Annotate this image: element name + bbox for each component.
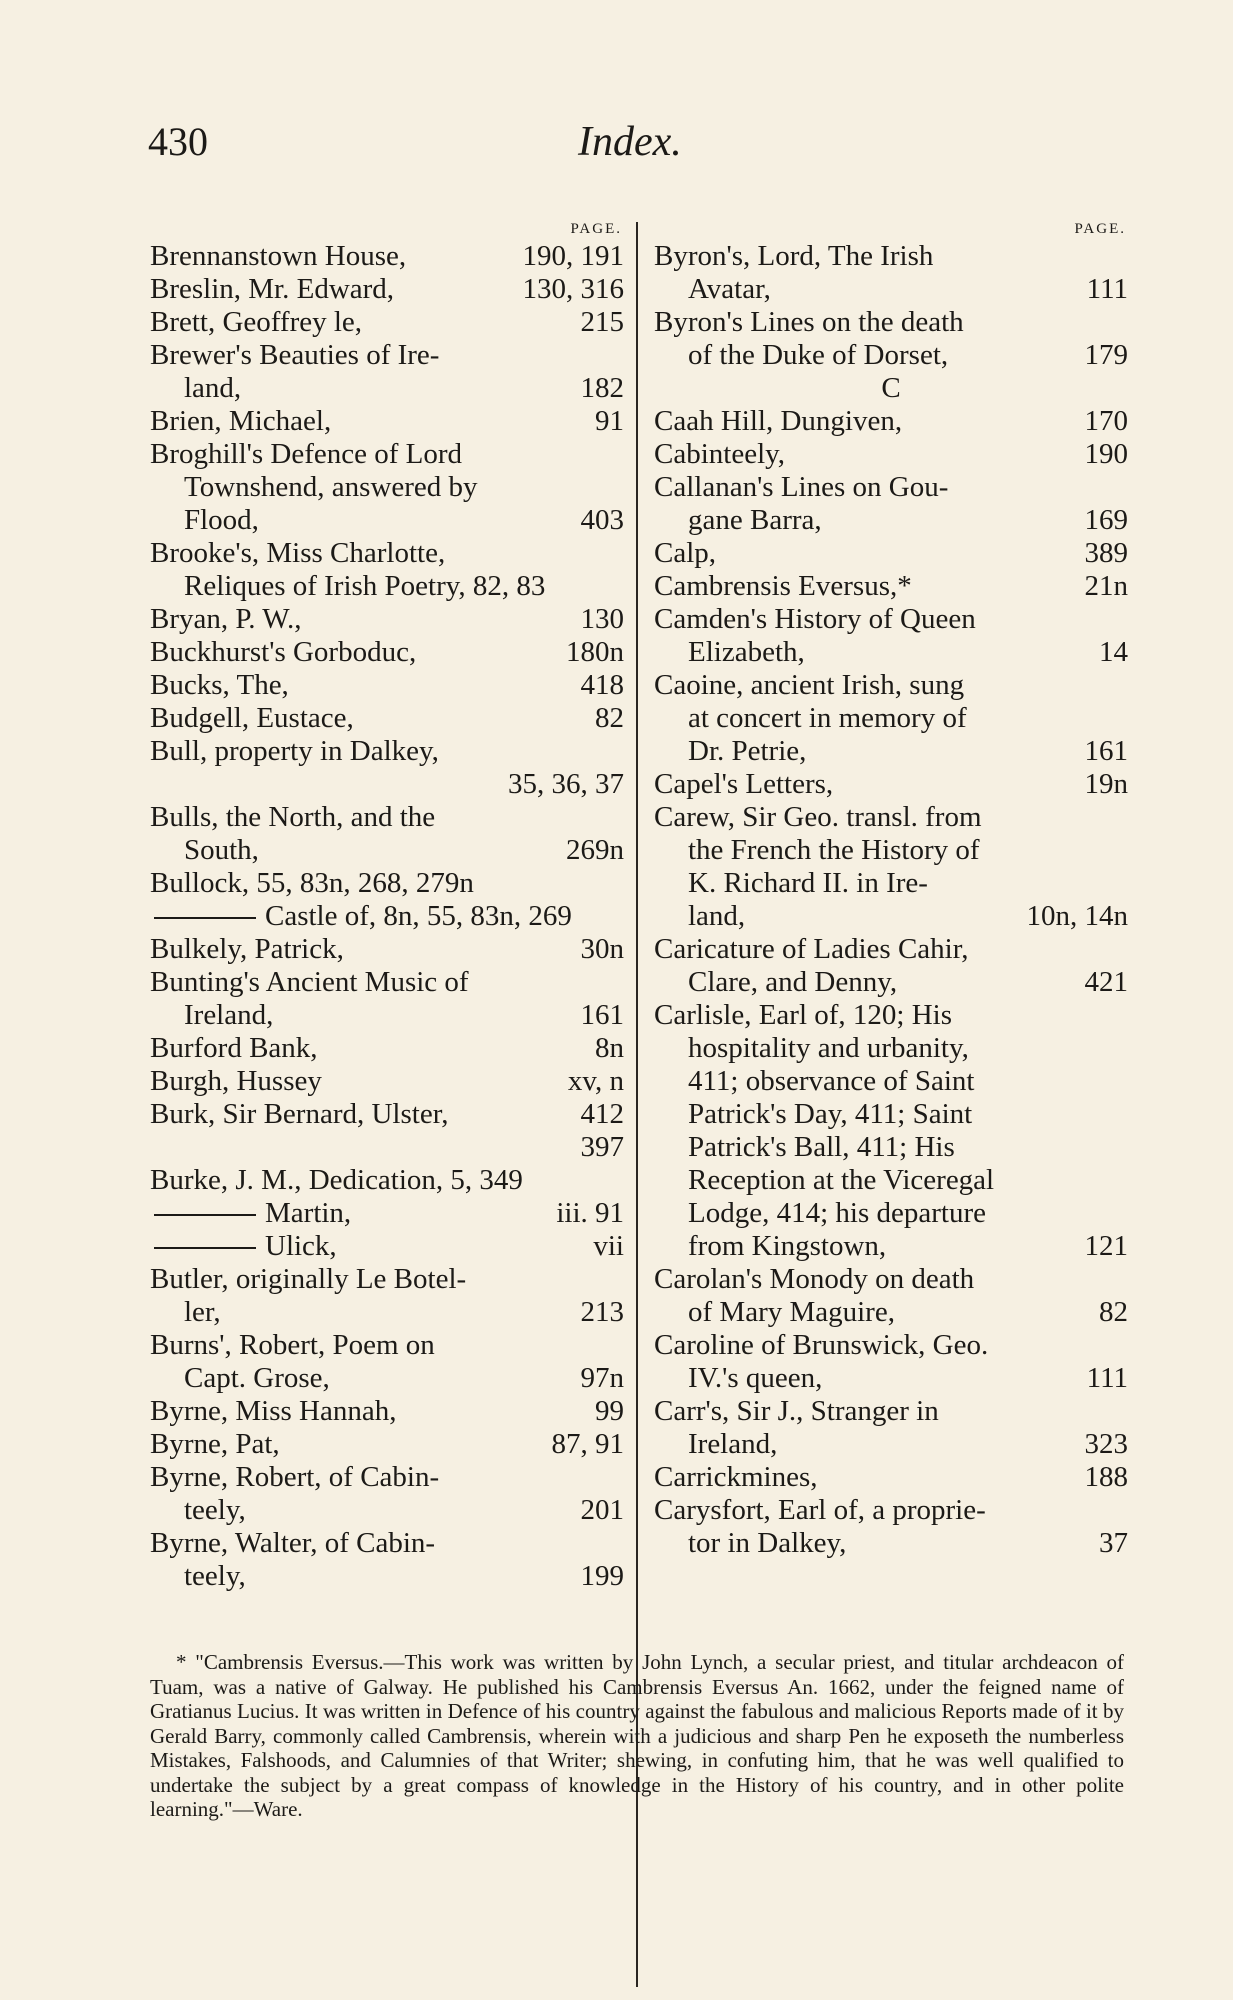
entry-text: the French the History of (688, 834, 980, 866)
entry-text: Ireland, (688, 1428, 778, 1460)
entry-text: South, (184, 834, 259, 866)
entry-text: 411; observance of Saint (688, 1065, 975, 1097)
index-entry-line (150, 801, 624, 834)
index-entry-line (150, 999, 624, 1032)
index-entry-line (654, 603, 1128, 636)
entry-text: Caoine, ancient Irish, sung (654, 669, 965, 701)
index-entry-line (654, 900, 1128, 933)
index-entry-line (654, 867, 1128, 900)
index-entry-line (654, 768, 1128, 801)
index-entry-line (654, 306, 1128, 339)
index-entry-line (654, 504, 1128, 537)
index-entry-line (654, 735, 1128, 768)
entry-text: gane Barra, (688, 504, 822, 536)
ditto-dash (154, 917, 256, 919)
index-entry-line (654, 1362, 1128, 1395)
entry-text: K. Richard II. in Ire- (688, 867, 928, 899)
index-entry-line (654, 1494, 1128, 1527)
index-entry-line (654, 438, 1128, 471)
index-entry-line (654, 273, 1128, 306)
entry-text: Broghill's Defence of Lord (150, 438, 463, 470)
index-entry-line (150, 735, 624, 768)
page-reference: 99 (595, 1395, 624, 1427)
page-reference: 179 (1084, 339, 1128, 371)
entry-text: Brett, Geoffrey le, (150, 306, 363, 338)
index-entry-line (654, 240, 1128, 273)
entry-text: Carrickmines, (654, 1461, 818, 1493)
index-entry-line (150, 1560, 624, 1593)
entry-text: teely, (184, 1560, 246, 1592)
entry-text: Byrne, Miss Hannah, (150, 1395, 397, 1427)
index-entry-line (654, 1296, 1128, 1329)
entry-text: teely, (184, 1494, 246, 1526)
page-reference: 201 (580, 1494, 624, 1526)
entry-text: Carysfort, Earl of, a proprie- (654, 1494, 986, 1526)
index-entry-line (654, 1263, 1128, 1296)
index-column-left (150, 218, 624, 1593)
page-reference: 418 (580, 669, 624, 701)
entry-text: Elizabeth, (688, 636, 805, 668)
entry-text: Flood, (184, 504, 259, 536)
page-reference: 82 (595, 702, 624, 734)
entry-text: Breslin, Mr. Edward, (150, 273, 395, 305)
entry-text: Byrne, Walter, of Cabin- (150, 1527, 436, 1559)
index-entry-line (150, 405, 624, 438)
entry-text: Caricature of Ladies Cahir, (654, 933, 969, 965)
index-entry-line (150, 1263, 624, 1296)
index-entry-line (654, 966, 1128, 999)
page-reference: 111 (1086, 1362, 1128, 1394)
index-entry-line (150, 240, 624, 273)
page-reference: 87, 91 (551, 1428, 624, 1460)
index-entry-line (654, 1164, 1128, 1197)
page-reference: iii. 91 (556, 1197, 624, 1229)
entry-text: Ireland, (184, 999, 274, 1031)
page-reference: 14 (1099, 636, 1128, 668)
entry-text: Bullock, 55, 83n, 268, 279n (150, 867, 474, 899)
index-entry-line (150, 1032, 624, 1065)
entry-text: Camden's History of Queen (654, 603, 976, 635)
index-entry-line (654, 1230, 1128, 1263)
index-entry-line (150, 1197, 624, 1230)
index-entry-line (150, 636, 624, 669)
page-reference: 35, 36, 37 (508, 768, 624, 800)
page-reference: 213 (580, 1296, 624, 1328)
index-entry-line (150, 1131, 624, 1164)
index-entry-line (654, 537, 1128, 570)
entry-text: Cabinteely, (654, 438, 785, 470)
page-reference: 389 (1084, 537, 1128, 569)
page-reference: 169 (1084, 504, 1128, 536)
page-reference: 130 (580, 603, 624, 635)
ditto-dash (154, 1214, 256, 1216)
entry-text: Carolan's Monody on death (654, 1263, 975, 1295)
entry-text: Caroline of Brunswick, Geo. (654, 1329, 989, 1361)
entry-text: Reliques of Irish Poetry, 82, 83 (184, 570, 546, 602)
index-entry-line (150, 669, 624, 702)
index-entry-line (654, 669, 1128, 702)
page-reference: 19n (1084, 768, 1128, 800)
page-column-label: PAGE. (570, 221, 622, 237)
entry-text: Capel's Letters, (654, 768, 834, 800)
page-reference: xv, n (567, 1065, 624, 1097)
index-entry-line (654, 570, 1128, 603)
index-entry-line (150, 504, 624, 537)
entry-text: Castle of, 8n, 55, 83n, 269 (265, 900, 572, 932)
index-entry-line (654, 1197, 1128, 1230)
entry-text: Martin, (265, 1197, 352, 1229)
index-entry-line (150, 339, 624, 372)
index-entry-line (654, 405, 1128, 438)
entry-text: Byrne, Robert, of Cabin- (150, 1461, 440, 1493)
index-entry-line (150, 438, 624, 471)
index-entry-line (654, 1098, 1128, 1131)
index-entry-line (150, 1329, 624, 1362)
entry-text: Dr. Petrie, (688, 735, 807, 767)
index-entry-line (150, 1395, 624, 1428)
index-entry-line (150, 867, 624, 900)
index-entry-line (150, 1461, 624, 1494)
index-column-right (654, 218, 1128, 1560)
index-entry-line (654, 1065, 1128, 1098)
entry-text: Calp, (654, 537, 717, 569)
entry-text: of Mary Maguire, (688, 1296, 895, 1328)
index-entry-line (150, 273, 624, 306)
page-reference: 10n, 14n (1026, 900, 1128, 932)
entry-text: Byron's, Lord, The Irish (654, 240, 934, 272)
index-entry-line (654, 1395, 1128, 1428)
index-entry-line (150, 1494, 624, 1527)
entry-text: at concert in memory of (688, 702, 967, 734)
entry-text: Byron's Lines on the death (654, 306, 964, 338)
page-reference: 199 (580, 1560, 624, 1592)
entry-text: Bucks, The, (150, 669, 289, 701)
index-entry-line (654, 471, 1128, 504)
page-reference: 30n (580, 933, 624, 965)
index-entry-line (654, 702, 1128, 735)
entry-text: Brooke's, Miss Charlotte, (150, 537, 446, 569)
index-entry-line (150, 768, 624, 801)
entry-text: of the Duke of Dorset, (688, 339, 949, 371)
ditto-dash (154, 1247, 256, 1249)
page-reference: vii (593, 1230, 624, 1262)
footnote (150, 1650, 1124, 1822)
entry-text: Brewer's Beauties of Ire- (150, 339, 440, 371)
entry-text: Brien, Michael, (150, 405, 332, 437)
index-entry-line (654, 1131, 1128, 1164)
page-reference: 215 (580, 306, 624, 338)
page-reference: 91 (595, 405, 624, 437)
page-reference: 190 (1084, 438, 1128, 470)
entry-text: land, (688, 900, 746, 932)
entry-text: from Kingstown, (688, 1230, 887, 1262)
index-entry-line (654, 636, 1128, 669)
entry-text: Bunting's Ancient Music of (150, 966, 469, 998)
entry-text: Avatar, (688, 273, 771, 305)
page-reference: 121 (1084, 1230, 1128, 1262)
entry-text: Butler, originally Le Botel- (150, 1263, 467, 1295)
entry-text: Capt. Grose, (184, 1362, 330, 1394)
index-entry-line (150, 1098, 624, 1131)
index-entry-line (654, 801, 1128, 834)
entry-text: Burk, Sir Bernard, Ulster, (150, 1098, 449, 1130)
entry-text: Patrick's Day, 411; Saint (688, 1098, 973, 1130)
entry-text: Caah Hill, Dungiven, (654, 405, 903, 437)
index-entry-line (150, 1362, 624, 1395)
page-reference: 130, 316 (522, 273, 624, 305)
index-entry-line (150, 966, 624, 999)
entry-text: Reception at the Viceregal (688, 1164, 995, 1196)
page-reference: 111 (1086, 273, 1128, 305)
index-entry-line (150, 702, 624, 735)
entry-text: Burns', Robert, Poem on (150, 1329, 435, 1361)
index-entry-line (654, 933, 1128, 966)
entry-text: Ulick, (265, 1230, 337, 1262)
entry-text: Byrne, Pat, (150, 1428, 280, 1460)
index-entry-line (150, 537, 624, 570)
index-entry-line (150, 1164, 624, 1197)
index-entry-line (150, 603, 624, 636)
index-entry-line (150, 834, 624, 867)
page-reference: 190, 191 (522, 240, 624, 272)
entry-text: Patrick's Ball, 411; His (688, 1131, 955, 1163)
entry-text: Carr's, Sir J., Stranger in (654, 1395, 939, 1427)
entry-text: Burgh, Hussey (150, 1065, 322, 1097)
entry-text: Callanan's Lines on Gou- (654, 471, 949, 503)
page-reference: 182 (580, 372, 624, 404)
page-reference: 37 (1099, 1527, 1128, 1559)
index-entry-line (654, 339, 1128, 372)
index-entry-line (150, 900, 624, 933)
entry-text: Burke, J. M., Dedication, 5, 349 (150, 1164, 523, 1196)
page-reference: 97n (580, 1362, 624, 1394)
entry-text: tor in Dalkey, (688, 1527, 847, 1559)
index-entry-line (150, 306, 624, 339)
entry-text: Clare, and Denny, (688, 966, 898, 998)
page-number: 430 (148, 119, 208, 164)
page-reference: 397 (580, 1131, 624, 1163)
index-entry-line (150, 1428, 624, 1461)
page-reference: 161 (580, 999, 624, 1031)
index-entry-line (150, 933, 624, 966)
entry-text: Brennanstown House, (150, 240, 407, 272)
entry-text: Lodge, 414; his departure (688, 1197, 986, 1229)
section-letter (654, 372, 1128, 405)
entry-text: Bulls, the North, and the (150, 801, 436, 833)
index-entry-line (654, 1428, 1128, 1461)
entry-text: C (881, 372, 901, 404)
page-header (148, 118, 708, 178)
entry-text: IV.'s queen, (688, 1362, 823, 1394)
page-reference: 323 (1084, 1428, 1128, 1460)
page-reference: 269n (566, 834, 624, 866)
page-column-label: PAGE. (1074, 221, 1126, 237)
page-reference: 21n (1084, 570, 1128, 602)
entry-text: Carew, Sir Geo. transl. from (654, 801, 982, 833)
index-entry-line (654, 834, 1128, 867)
index-entry-line (654, 1329, 1128, 1362)
page-reference: 403 (580, 504, 624, 536)
page-reference: 161 (1084, 735, 1128, 767)
index-entry-line (150, 1230, 624, 1263)
index-entry-line (150, 1296, 624, 1329)
running-title: Index. (578, 119, 682, 165)
index-entry-line (654, 1461, 1128, 1494)
entry-text: Bryan, P. W., (150, 603, 302, 635)
index-entry-line (654, 1527, 1128, 1560)
entry-text: Bull, property in Dalkey, (150, 735, 439, 767)
index-entry-line (150, 471, 624, 504)
page-reference: 412 (580, 1098, 624, 1130)
entry-text: land, (184, 372, 242, 404)
entry-text: Bulkely, Patrick, (150, 933, 344, 965)
entry-text: Cambrensis Eversus,* (654, 570, 912, 602)
page-reference: 170 (1084, 405, 1128, 437)
index-entry-line (150, 570, 624, 603)
entry-text: hospitality and urbanity, (688, 1032, 969, 1064)
entry-text: Carlisle, Earl of, 120; His (654, 999, 953, 1031)
entry-text: ler, (184, 1296, 221, 1328)
entry-text: Budgell, Eustace, (150, 702, 354, 734)
page-reference: 188 (1084, 1461, 1128, 1493)
page-reference: 421 (1084, 966, 1128, 998)
entry-text: Burford Bank, (150, 1032, 318, 1064)
page-reference: 8n (595, 1032, 624, 1064)
index-entry-line (654, 999, 1128, 1032)
index-entry-line (150, 1065, 624, 1098)
footnote-text: * "Cambrensis Eversus.—This work was written by John Lynch, a secular priest, and titular archdeacon of Tuam, was a native of Galway. He published his Cambrensis Eversus An. 1662, under the feigned name of Gratianus Lucius. It was written in Defence of his country against the fabulous and malicious Reports made of it by Gerald Barry, commonly called Cambrensis, wherein with a judicious and sharp Pen he exposeth the numberless Mistakes, Falshoods, and Calumnies of that Writer; shewing, in confuting him, that he was well qualified to undertake the subject by a great compass of knowledge in the History of his country, and in other polite learning."—Ware. (150, 1650, 1124, 1821)
index-entry-line (150, 372, 624, 405)
index-entry-line (150, 1527, 624, 1560)
entry-text: Townshend, answered by (184, 471, 478, 503)
page-reference: 82 (1099, 1296, 1128, 1328)
entry-text: Buckhurst's Gorboduc, (150, 636, 417, 668)
index-entry-line (654, 1032, 1128, 1065)
page-reference: 180n (566, 636, 624, 668)
